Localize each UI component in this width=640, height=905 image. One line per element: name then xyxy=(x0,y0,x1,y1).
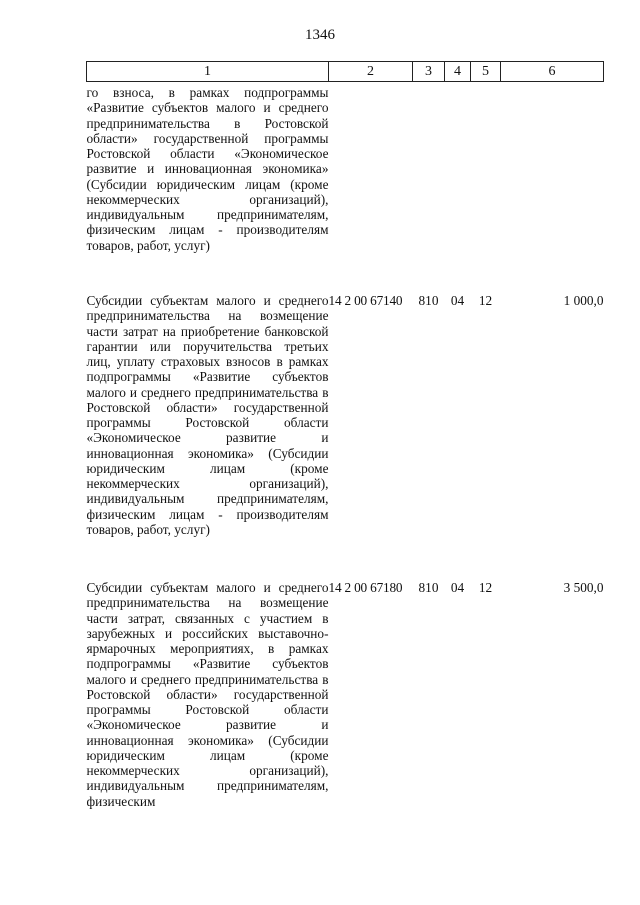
row-target-code: 14 2 00 67140 xyxy=(328,293,403,308)
row-section: 04 xyxy=(450,293,465,308)
column-header-3: 3 xyxy=(413,62,445,82)
column-header-6: 6 xyxy=(501,62,604,82)
row-amount: 1 000,0 xyxy=(563,293,604,308)
row-expense-type xyxy=(413,82,445,290)
table-header-row xyxy=(87,62,604,82)
column-header-2: 2 xyxy=(329,62,413,82)
row-subsection xyxy=(471,82,501,290)
row-amount xyxy=(501,82,604,290)
row-subsection: 12 xyxy=(478,580,493,595)
row-expense-type: 810 xyxy=(418,580,439,595)
table-row xyxy=(87,289,604,579)
budget-table xyxy=(86,61,604,809)
column-header-5: 5 xyxy=(471,62,501,82)
page-number: 1346 xyxy=(305,27,335,43)
row-description: Субсидии субъектам малого и среднего предпринимательства на возмещение части затрат на приобретение банковской гарантии или поручительства третьих лиц, уплату страховых взносов в рамках подпрограммы «Развитие субъектов малого и среднего предпринимательства в Ростовской области» государственной программы Ростовской области «Экономическое развитие и инновационная экономика» (Субсидии юридическим лицам (кроме некоммерческих организаций), индивидуальным предпринимателям, физическим лицам - производителям товаров, работ, услуг) xyxy=(86,293,329,537)
row-description: го взноса, в рамках подпрограммы «Развитие субъектов малого и среднего предпринимательства в Ростовской области» государственной программы Ростовской области «Экономическое развитие и инновационная экономика» (Субсидии юридическим лицам (кроме некоммерческих организаций), индивидуальным предпринимателям, физическим лицам - производителям товаров, работ, услуг) xyxy=(86,85,329,253)
row-section: 04 xyxy=(450,580,465,595)
row-amount: 3 500,0 xyxy=(563,580,604,595)
row-description: Субсидии субъектам малого и среднего предпринимательства на возмещение части затрат, связанных с участием в зарубежных и российских выставочно-ярмарочных мероприятиях, в рамках подпрограммы «Развитие субъектов малого и среднего предпринимательства в Ростовской области» государственной программы Ростовской области «Экономическое развитие и инновационная экономика» (Субсидии юридическим лицам (кроме некоммерческих организаций), индивидуальным предпринимателям, физическим xyxy=(86,580,329,809)
row-expense-type: 810 xyxy=(418,293,439,308)
row-target-code xyxy=(329,82,413,290)
row-subsection: 12 xyxy=(478,293,493,308)
column-header-1: 1 xyxy=(87,62,329,82)
column-header-4: 4 xyxy=(445,62,471,82)
row-target-code: 14 2 00 67180 xyxy=(328,580,403,595)
row-section xyxy=(445,82,471,290)
table-row xyxy=(87,579,604,809)
table-row xyxy=(87,82,604,290)
